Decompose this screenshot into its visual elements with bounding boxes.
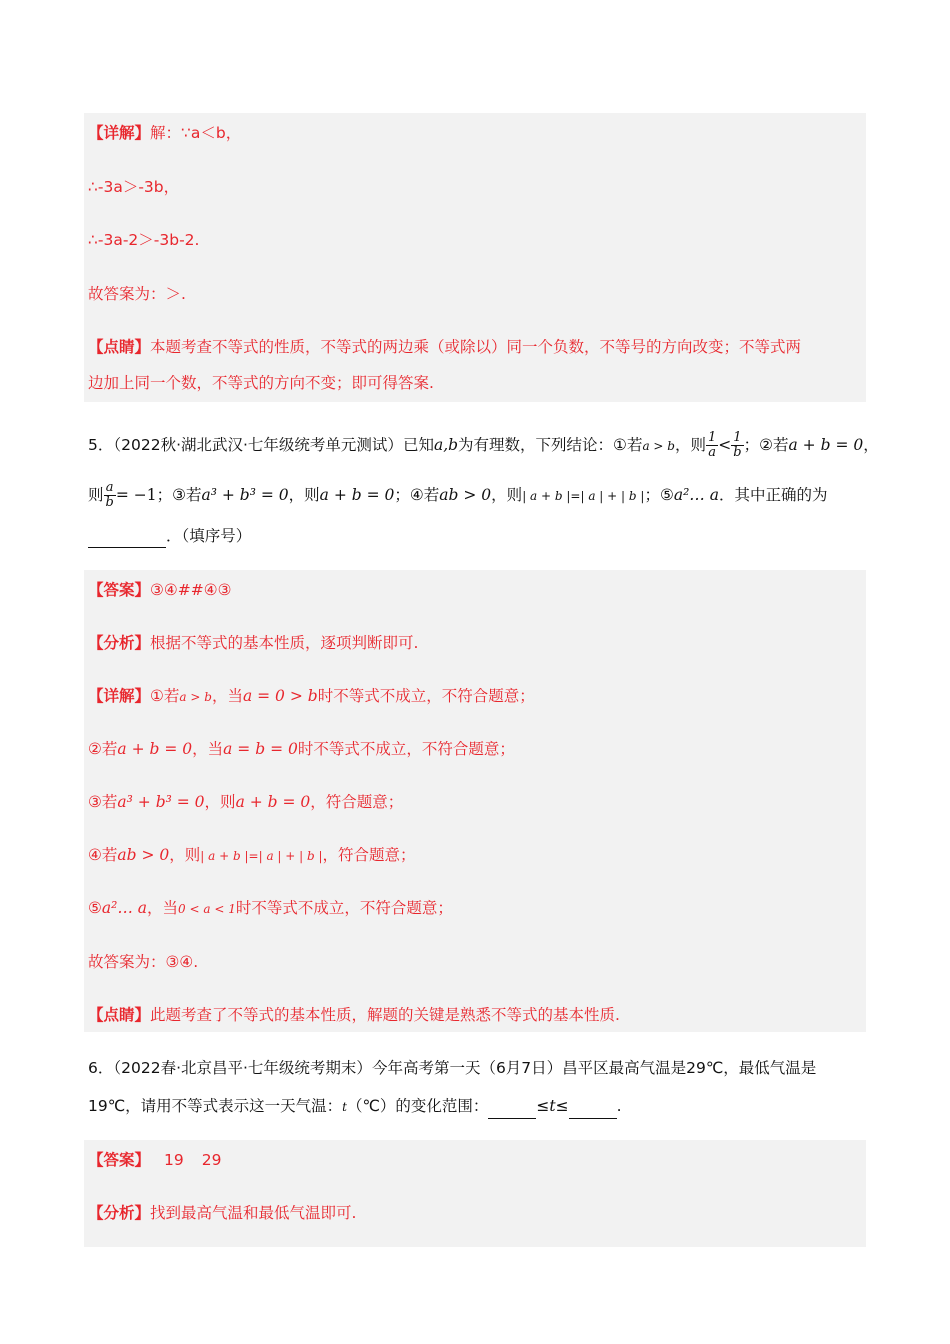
d5-c: 时不等式不成立，不符合题意； [235,899,453,917]
q6-stem2-a: 19℃，请用不等式表示这一天气温： [88,1097,343,1115]
q5-then3: ，则 [288,486,320,504]
analysis-tag: 【分析】 [88,1204,151,1222]
detail-line-1 [88,121,241,145]
answer-tag: 【答案】 [88,581,151,599]
q5-eq2: = −1 [115,486,157,504]
q5-cond1: a > b [642,439,675,453]
note-tag: 【点睛】 [88,1006,151,1024]
q5-line-2 [88,481,827,510]
d4-b: ，则 [169,846,201,864]
a5-detail-1 [88,684,535,709]
q5-frac1 [706,431,718,460]
detail-text: 解：∵a＜b， [150,124,242,142]
analysis-text: 找到最高气温和最低气温即可. [150,1204,357,1222]
q5-stem-b: 为有理数，下列结论：①若 [458,436,643,454]
q5-item5: ；⑤ [644,486,674,504]
a5-analysis [88,631,418,655]
frac2-den: b [733,445,742,460]
q5-cond3: a³ + b³ = 0 [201,486,289,504]
q6-tvar: t [549,1097,556,1115]
answer-value-1: 19 [164,1151,184,1169]
d2-eq: a = b = 0 [223,740,298,758]
q5-cond5: a²… a [673,486,719,504]
q6-end: . [616,1097,622,1115]
d3-eq: a + b = 0 [235,793,311,811]
d2-cond: a + b = 0 [117,740,193,758]
q5-item2: ；②若 [743,436,789,454]
a6-analysis [88,1201,356,1225]
q6-source: （2022春·北京昌平·七年级统考期末） [113,1059,372,1077]
answer-value-2: 29 [201,1151,222,1169]
q6-le2: ≤ [555,1097,569,1115]
answer-blank[interactable] [88,531,166,548]
answer-line: 故答案为：＞. [88,285,186,303]
solution-box-6 [84,1140,866,1247]
detail-line-3: ∴-3a-2＞-3b-2. [88,231,200,249]
q6-stem2-b: （℃）的变化范围： [346,1097,489,1115]
answer-tag: 【答案】 [88,1151,151,1169]
d1-b: ，当 [211,687,243,705]
analysis-tag: 【分析】 [88,634,151,652]
q5-stem-a: 已知 [402,436,434,454]
answer-value: ③④##④③ [150,581,232,599]
d5-b: ，当 [147,899,179,917]
q5-line-1 [88,431,879,460]
d4-cond: ab > 0 [117,846,170,864]
d2-b: ，当 [192,740,224,758]
q6-var: t [342,1100,347,1114]
a5-detail-4 [88,843,416,868]
q6-stem: 今年高考第一天（6月7日）昌平区最高气温是29℃，最低气温是 [371,1059,817,1077]
q5-cond4: ab > 0 [439,486,492,504]
d3-cond: a³ + b³ = 0 [117,793,205,811]
q5-comma: ， [863,436,879,454]
q5-then2: 则 [88,486,104,504]
detail-tag: 【详解】 [88,687,151,705]
d3-b: ，则 [204,793,236,811]
q6-number: 6． [88,1059,114,1077]
solution-box-5 [84,570,866,1032]
d4-a: ④若 [88,846,118,864]
analysis-text: 根据不等式的基本性质，逐项判断即可. [150,634,419,652]
note-text: 此题考查了不等式的基本性质，解题的关键是熟悉不等式的基本性质. [150,1006,620,1024]
q6-line-1 [88,1056,816,1080]
q5-line-3 [88,524,251,548]
a5-detail-2 [88,737,515,761]
d5-a: ⑤ [88,899,102,917]
q5-res4: | a + b |=| a | + | b | [522,489,645,503]
frac1-num: 1 [708,430,717,445]
d2-c: 时不等式不成立，不符合题意； [297,740,515,758]
q5-frac2 [731,431,743,460]
q5-then1: ，则 [674,436,706,454]
frac3-den: b [105,495,114,510]
a5-detail-3 [88,790,403,814]
q5-ask: ．其中正确的为 [718,486,828,504]
q5-item3: ；③若 [156,486,202,504]
d4-c: ，符合题意； [322,846,416,864]
q5-item4: ；④若 [394,486,440,504]
q5-number: 5． [88,436,114,454]
q5-then4: ，则 [491,486,523,504]
q6-line-2 [88,1094,622,1119]
note-line-2: 边加上同一个数，不等式的方向不变；即可得答案. [88,374,434,392]
q5-res3: a + b = 0 [319,486,395,504]
d4-eq: | a + b |=| a | + | b | [200,849,323,863]
d1-cond: a > b [179,690,212,704]
d3-c: ，符合题意； [310,793,404,811]
q5-frac3 [104,481,116,510]
frac2-num: 1 [731,431,743,446]
d2-a: ②若 [88,740,118,758]
note-line-1 [88,335,801,359]
note-text: 本题考查不等式的性质，不等式的两边乘（或除以）同一个负数，不等号的方向改变；不等式两 [150,338,802,356]
detail-line-2: ∴-3a＞-3b， [88,178,180,196]
note-tag: 【点睛】 [88,338,151,356]
upper-blank[interactable] [569,1104,617,1119]
solution-box-4 [84,113,866,402]
d5-cond: a²… a [101,899,148,917]
q5-source: （2022秋·湖北武汉·七年级统考单元测试） [113,436,403,454]
q5-cond2: a + b = 0 [788,436,864,454]
a5-detail-5 [88,896,453,921]
q6-le1: ≤ [536,1097,550,1115]
frac3-num: a [104,481,116,496]
detail-tag: 【详解】 [88,124,151,142]
d5-eq: 0 < a < 1 [178,902,236,916]
q5-suffix: ．（填序号） [166,527,252,545]
q5-lt: < [718,436,732,454]
a5-note [88,1003,620,1027]
d1-c: 时不等式不成立，不符合题意； [317,687,535,705]
frac1-den: a [708,445,717,460]
q5-vars: a,b [433,436,459,454]
d1-eq: a = 0 > b [242,687,318,705]
a5-conclusion: 故答案为：③④. [88,953,199,971]
d1-a: ①若 [150,687,180,705]
a5-answer [88,578,232,602]
a6-answer [88,1148,221,1172]
lower-blank[interactable] [488,1104,536,1119]
d3-a: ③若 [88,793,118,811]
